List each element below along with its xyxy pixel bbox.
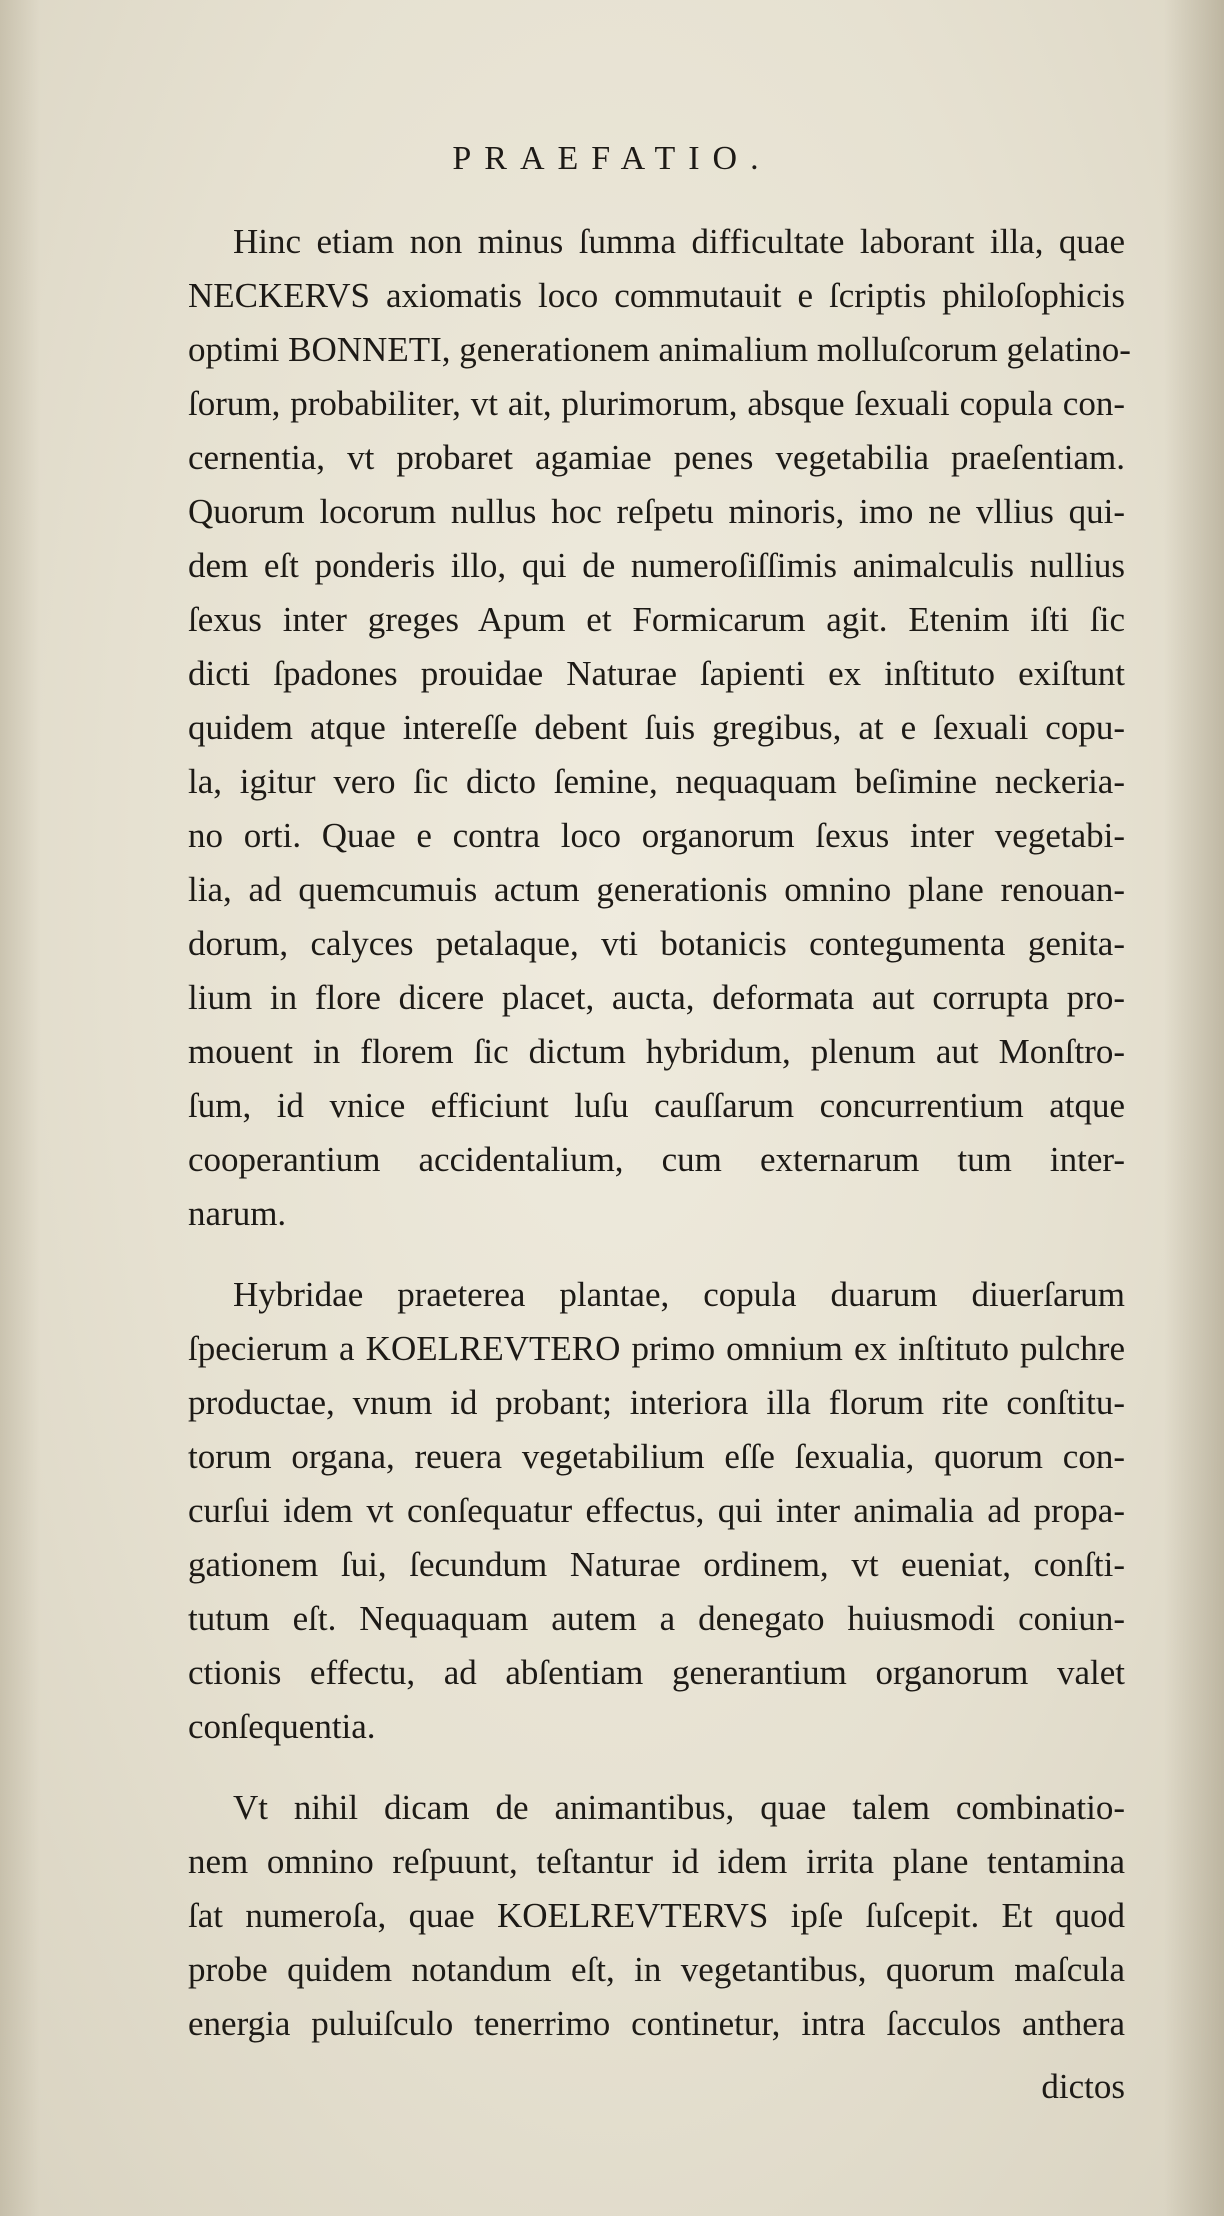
text-line: Hinc etiam non minus ſumma difficultate laborant illa, quae: [233, 222, 1125, 261]
text-line: ſorum, probabiliter, vt ait, plurimorum, absque ſexuali copula con-: [188, 384, 1125, 423]
text-line: tutum eſt. Nequaquam autem a denegato huiusmodi coniun-: [188, 1599, 1125, 1638]
text-line: dicti ſpadones prouidae Naturae ſapienti ex inſtituto exiſtunt: [188, 654, 1125, 693]
text-line: Quorum locorum nullus hoc reſpetu minoris, imo ne vllius qui-: [188, 492, 1125, 531]
text-line: cooperantium accidentalium, cum externarum tum inter-: [188, 1140, 1125, 1179]
text-line: conſequentia.: [188, 1707, 376, 1746]
text-line: ſexus inter greges Apum et Formicarum agit. Etenim iſti ſic: [188, 600, 1125, 639]
text-line: productae, vnum id probant; interiora illa florum rite conſtitu-: [188, 1383, 1125, 1422]
text-line: mouent in florem ſic dictum hybridum, plenum aut Monſtro-: [188, 1032, 1125, 1071]
text-line: optimi BONNETI, generationem animalium molluſcorum gelatino-: [188, 330, 1131, 369]
text-line: ſum, id vnice efficiunt luſu cauſſarum concurrentium atque: [188, 1086, 1125, 1125]
text-line: no orti. Quae e contra loco organorum ſexus inter vegetabi-: [188, 816, 1125, 855]
catchword: dictos: [1041, 2067, 1125, 2106]
text-line: NECKERVS axiomatis loco commutauit e ſcriptis philoſophicis: [188, 276, 1125, 315]
text-line: curſui idem vt conſequatur effectus, qui inter animalia ad propa-: [188, 1491, 1125, 1530]
text-line: dorum, calyces petalaque, vti botanicis contegumenta genita-: [188, 924, 1125, 963]
text-line: ctionis effectu, ad abſentiam generantium organorum valet: [188, 1653, 1125, 1692]
text-line: quidem atque intereſſe debent ſuis gregibus, at e ſexuali copu-: [188, 708, 1125, 747]
text-line: gationem ſui, ſecundum Naturae ordinem, vt eueniat, conſti-: [188, 1545, 1125, 1584]
text-line: lia, ad quemcumuis actum generationis omnino plane renouan-: [188, 870, 1125, 909]
text-line: dem eſt ponderis illo, qui de numeroſiſſimis animalculis nullius: [188, 546, 1125, 585]
text-line: energia puluiſculo tenerrimo continetur, intra ſacculos anthera: [188, 2004, 1125, 2043]
text-line: la, igitur vero ſic dicto ſemine, nequaquam beſimine neckeria-: [188, 762, 1125, 801]
text-line: narum.: [188, 1194, 287, 1233]
text-line: ſpecierum a KOELREVTERO primo omnium ex inſtituto pulchre: [188, 1329, 1125, 1368]
text-line: probe quidem notandum eſt, in vegetantibus, quorum maſcula: [188, 1950, 1125, 1989]
text-line: Vt nihil dicam de animantibus, quae talem combinatio-: [233, 1788, 1125, 1827]
text-line: ſat numeroſa, quae KOELREVTERVS ipſe ſuſcepit. Et quod: [188, 1896, 1125, 1935]
text-line: lium in flore dicere placet, aucta, deformata aut corrupta pro-: [188, 978, 1125, 1017]
text-line: torum organa, reuera vegetabilium eſſe ſexualia, quorum con-: [188, 1437, 1125, 1476]
text-line: nem omnino reſpuunt, teſtantur id idem irrita plane tentamina: [188, 1842, 1125, 1881]
text-line: cernentia, vt probaret agamiae penes vegetabilia praeſentiam.: [188, 438, 1125, 477]
text-line: Hybridae praeterea plantae, copula duarum diuerſarum: [233, 1275, 1125, 1314]
page-title: PRAEFATIO.: [452, 140, 772, 177]
